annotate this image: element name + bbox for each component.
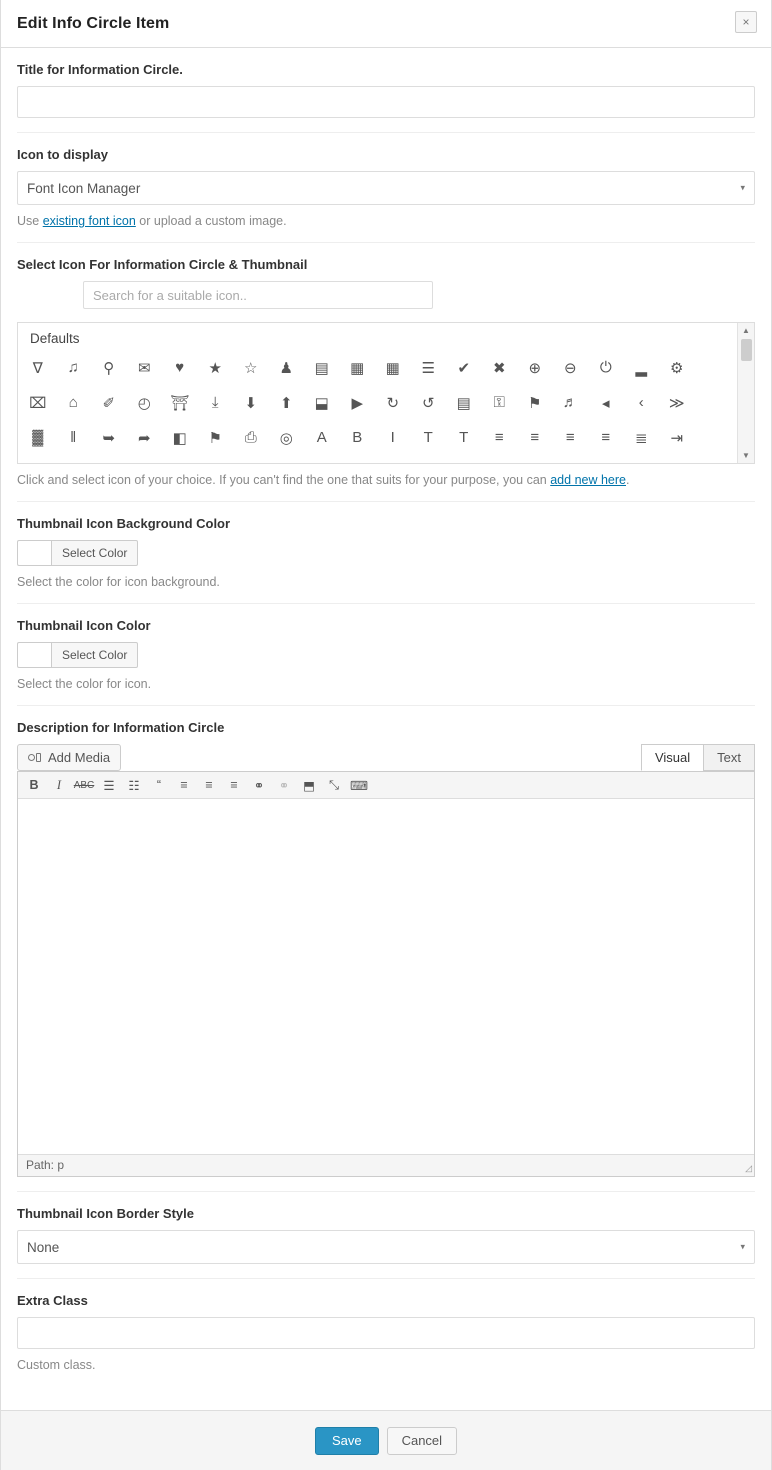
field-extra-class (17, 1279, 755, 1386)
modal-header (1, 0, 771, 48)
check-icon[interactable]: ✔ (457, 359, 471, 377)
save-button[interactable]: Save (315, 1427, 379, 1455)
editor-resize-handle[interactable]: ◿ (745, 1163, 752, 1173)
align-left-icon[interactable]: ≡ (180, 778, 188, 792)
bg-color-select-button[interactable]: Select Color (51, 540, 138, 566)
border-style-select[interactable] (17, 1230, 755, 1264)
icon-color-swatch[interactable] (17, 642, 51, 668)
bookmark-icon[interactable]: ⚑ (208, 429, 222, 447)
editor-tabs (642, 744, 755, 771)
icon-display-select-wrap (17, 171, 755, 205)
field-border-style-label: Thumbnail Icon Border Style (17, 1206, 194, 1221)
icon-grid (18, 350, 706, 455)
insert-link-icon[interactable]: ⚭ (253, 778, 265, 793)
chevron-down-icon: ▾ (740, 1241, 745, 1252)
icon-picker-panel (17, 322, 755, 464)
strikethrough-icon[interactable]: ABC (73, 779, 95, 791)
editor-status-bar (18, 1154, 754, 1176)
headphones-icon[interactable]: ♬ (562, 394, 578, 411)
indent-icon[interactable]: ⇥ (670, 429, 684, 447)
field-description-label: Description for Information Circle (17, 720, 225, 735)
field-title (17, 48, 755, 133)
extra-class-input[interactable] (17, 1317, 755, 1349)
scrollbar-thumb[interactable] (741, 339, 752, 361)
editor-path-label: Path: p (26, 1158, 65, 1172)
description-editor-area[interactable] (18, 799, 754, 1154)
align-right-icon[interactable]: ≡ (565, 429, 575, 446)
volume-up-icon[interactable]: ≫ (668, 394, 685, 412)
list-icon[interactable]: ☰ (421, 359, 435, 377)
home-icon[interactable]: ⌂ (68, 394, 78, 411)
field-bg-color (17, 502, 755, 604)
blockquote-icon[interactable]: “ (156, 778, 162, 792)
align-justify-icon[interactable]: ≡ (601, 429, 611, 446)
zoom-in-icon[interactable]: ⊕ (528, 359, 542, 377)
tab-text[interactable]: Text (703, 744, 755, 771)
tab-visual[interactable]: Visual (641, 744, 704, 771)
field-icon-display (17, 133, 755, 243)
insert-more-tag-icon[interactable]: ⬒ (303, 778, 315, 793)
scroll-down-icon[interactable]: ▼ (742, 451, 750, 460)
text-height-icon[interactable]: T (423, 429, 433, 446)
road-icon[interactable]: ⛩ (170, 394, 190, 412)
tags-icon[interactable]: ➦ (137, 429, 151, 447)
numbered-list-icon[interactable]: ☷ (128, 778, 140, 793)
bullet-list-icon[interactable]: ☰ (103, 778, 115, 793)
icon-search-row (17, 281, 755, 309)
star-filled-icon[interactable]: ★ (208, 359, 222, 377)
mail-icon[interactable]: ✉ (137, 359, 151, 377)
icon-color-select-button[interactable]: Select Color (51, 642, 138, 668)
icon-select-help (17, 473, 755, 487)
editor-toolbar (18, 772, 754, 799)
power-icon[interactable]: ⏻ (599, 359, 612, 376)
book-icon[interactable]: ◧ (172, 429, 187, 447)
font-icon[interactable]: A (316, 429, 327, 446)
icon-color-help: Select the color for icon. (17, 677, 152, 691)
cancel-button[interactable]: Cancel (387, 1427, 457, 1455)
icon-display-select[interactable] (17, 171, 755, 205)
editor-box (17, 771, 755, 1177)
bg-color-swatch[interactable] (17, 540, 51, 566)
scroll-up-icon[interactable]: ▲ (742, 326, 750, 335)
bg-color-picker (17, 540, 755, 566)
trash-icon[interactable]: ⌧ (29, 394, 47, 412)
grid-small-icon[interactable]: ▦ (385, 359, 400, 377)
film-icon[interactable]: ▤ (314, 359, 329, 377)
icon-search-input[interactable] (83, 281, 433, 309)
search-icon[interactable]: ⚲ (103, 359, 115, 377)
tag-icon[interactable]: ➥ (102, 429, 116, 447)
extra-class-help: Custom class. (17, 1358, 96, 1372)
barcode-icon[interactable]: ‖ (70, 429, 77, 446)
toolbar-toggle-icon[interactable]: ⌨ (349, 778, 369, 793)
heart-icon[interactable]: ♥ (175, 359, 185, 376)
icon-display-help-prefix: Use (17, 214, 43, 228)
qrcode-icon[interactable]: ▓ (32, 429, 44, 446)
text-width-icon[interactable]: T (459, 429, 469, 446)
download-icon[interactable]: ⤓ (211, 394, 219, 411)
add-media-label: Add Media (48, 750, 111, 765)
field-description (17, 706, 755, 1192)
refresh-icon[interactable]: ↺ (421, 394, 435, 412)
music-icon[interactable]: ♫ (67, 359, 79, 376)
camera-icon[interactable]: ◎ (279, 429, 293, 447)
icon-color-picker (17, 642, 755, 668)
fullscreen-icon[interactable]: ⤡ (328, 777, 339, 792)
field-title-label: Title for Information Circle. (17, 62, 183, 77)
field-icon-color (17, 604, 755, 706)
bold-icon[interactable]: B (29, 778, 39, 792)
add-media-button[interactable] (17, 744, 121, 771)
user-icon[interactable]: ♟ (279, 359, 293, 377)
play-circle-icon[interactable]: ▶ (351, 394, 364, 412)
upload-circle-icon[interactable]: ⬆ (279, 394, 293, 412)
gear-icon[interactable]: ⚙ (670, 359, 684, 377)
modal-body (1, 48, 771, 1410)
download-circle-icon[interactable]: ⬇ (244, 394, 258, 412)
list-alt-icon[interactable]: ▤ (456, 394, 471, 412)
signal-icon[interactable]: ▂ (635, 359, 648, 377)
bg-color-help: Select the color for icon background. (17, 575, 220, 589)
icon-panel-group-label: Defaults (30, 331, 80, 346)
modal-footer (1, 1410, 771, 1470)
align-left-icon[interactable]: ≡ (494, 429, 504, 446)
file-icon[interactable]: ✐ (102, 394, 116, 412)
field-border-style (17, 1192, 755, 1279)
add-new-icon-link[interactable]: add new here (550, 473, 626, 487)
align-right-icon[interactable]: ≡ (230, 778, 238, 792)
lock-icon[interactable]: ⚿ (493, 394, 505, 411)
icon-panel-scrollbar[interactable] (737, 323, 754, 463)
field-icon-display-label: Icon to display (17, 147, 109, 162)
field-extra-class-label: Extra Class (17, 1293, 88, 1308)
icon-select-help-prefix: Click and select icon of your choice. If you can't find the one that suits for your purpose, you can (17, 473, 551, 487)
editor-top-bar (17, 744, 755, 771)
title-input[interactable] (17, 86, 755, 118)
close-x-icon[interactable]: ✖ (492, 359, 506, 377)
grid-large-icon[interactable]: ▦ (350, 359, 365, 377)
volume-down-icon[interactable]: ‹ (638, 394, 644, 411)
icon-display-help-suffix: or upload a custom image. (135, 214, 287, 228)
field-icon-color-label: Thumbnail Icon Color (17, 618, 151, 633)
align-center-icon[interactable]: ≡ (530, 429, 540, 446)
field-icon-select-label: Select Icon For Information Circle & Thumbnail (17, 257, 308, 272)
italic-icon[interactable]: I (56, 777, 62, 792)
media-icon (28, 751, 42, 764)
chevron-down-icon: ▾ (740, 182, 745, 193)
filter-icon[interactable]: ∇ (32, 359, 43, 377)
icon-select-help-suffix: . (626, 473, 630, 487)
close-icon[interactable]: × (735, 11, 757, 33)
repeat-icon[interactable]: ↻ (386, 394, 400, 412)
align-center-icon[interactable]: ≡ (205, 778, 213, 792)
star-outline-icon[interactable]: ☆ (244, 359, 258, 377)
border-style-select-wrap (17, 1230, 755, 1264)
existing-font-icon-link[interactable]: existing font icon (42, 214, 136, 228)
italic-icon[interactable]: I (390, 429, 395, 446)
zoom-out-icon[interactable]: ⊖ (563, 359, 577, 377)
field-bg-color-label: Thumbnail Icon Background Color (17, 516, 231, 531)
flag-icon[interactable]: ⚑ (528, 394, 542, 412)
print-icon[interactable]: ⎙ (244, 429, 257, 446)
bold-icon[interactable]: B (352, 429, 363, 446)
icon-display-help (17, 214, 755, 228)
remove-link-icon[interactable]: ⚭ (278, 778, 290, 793)
volume-off-icon[interactable]: ◂ (601, 394, 610, 412)
list-ul-icon[interactable]: ≣ (634, 429, 648, 447)
page-title: Edit Info Circle Item (17, 14, 170, 32)
inbox-icon[interactable]: ⬓ (314, 394, 329, 412)
field-icon-select (17, 243, 755, 502)
clock-icon[interactable]: ◴ (137, 394, 151, 412)
